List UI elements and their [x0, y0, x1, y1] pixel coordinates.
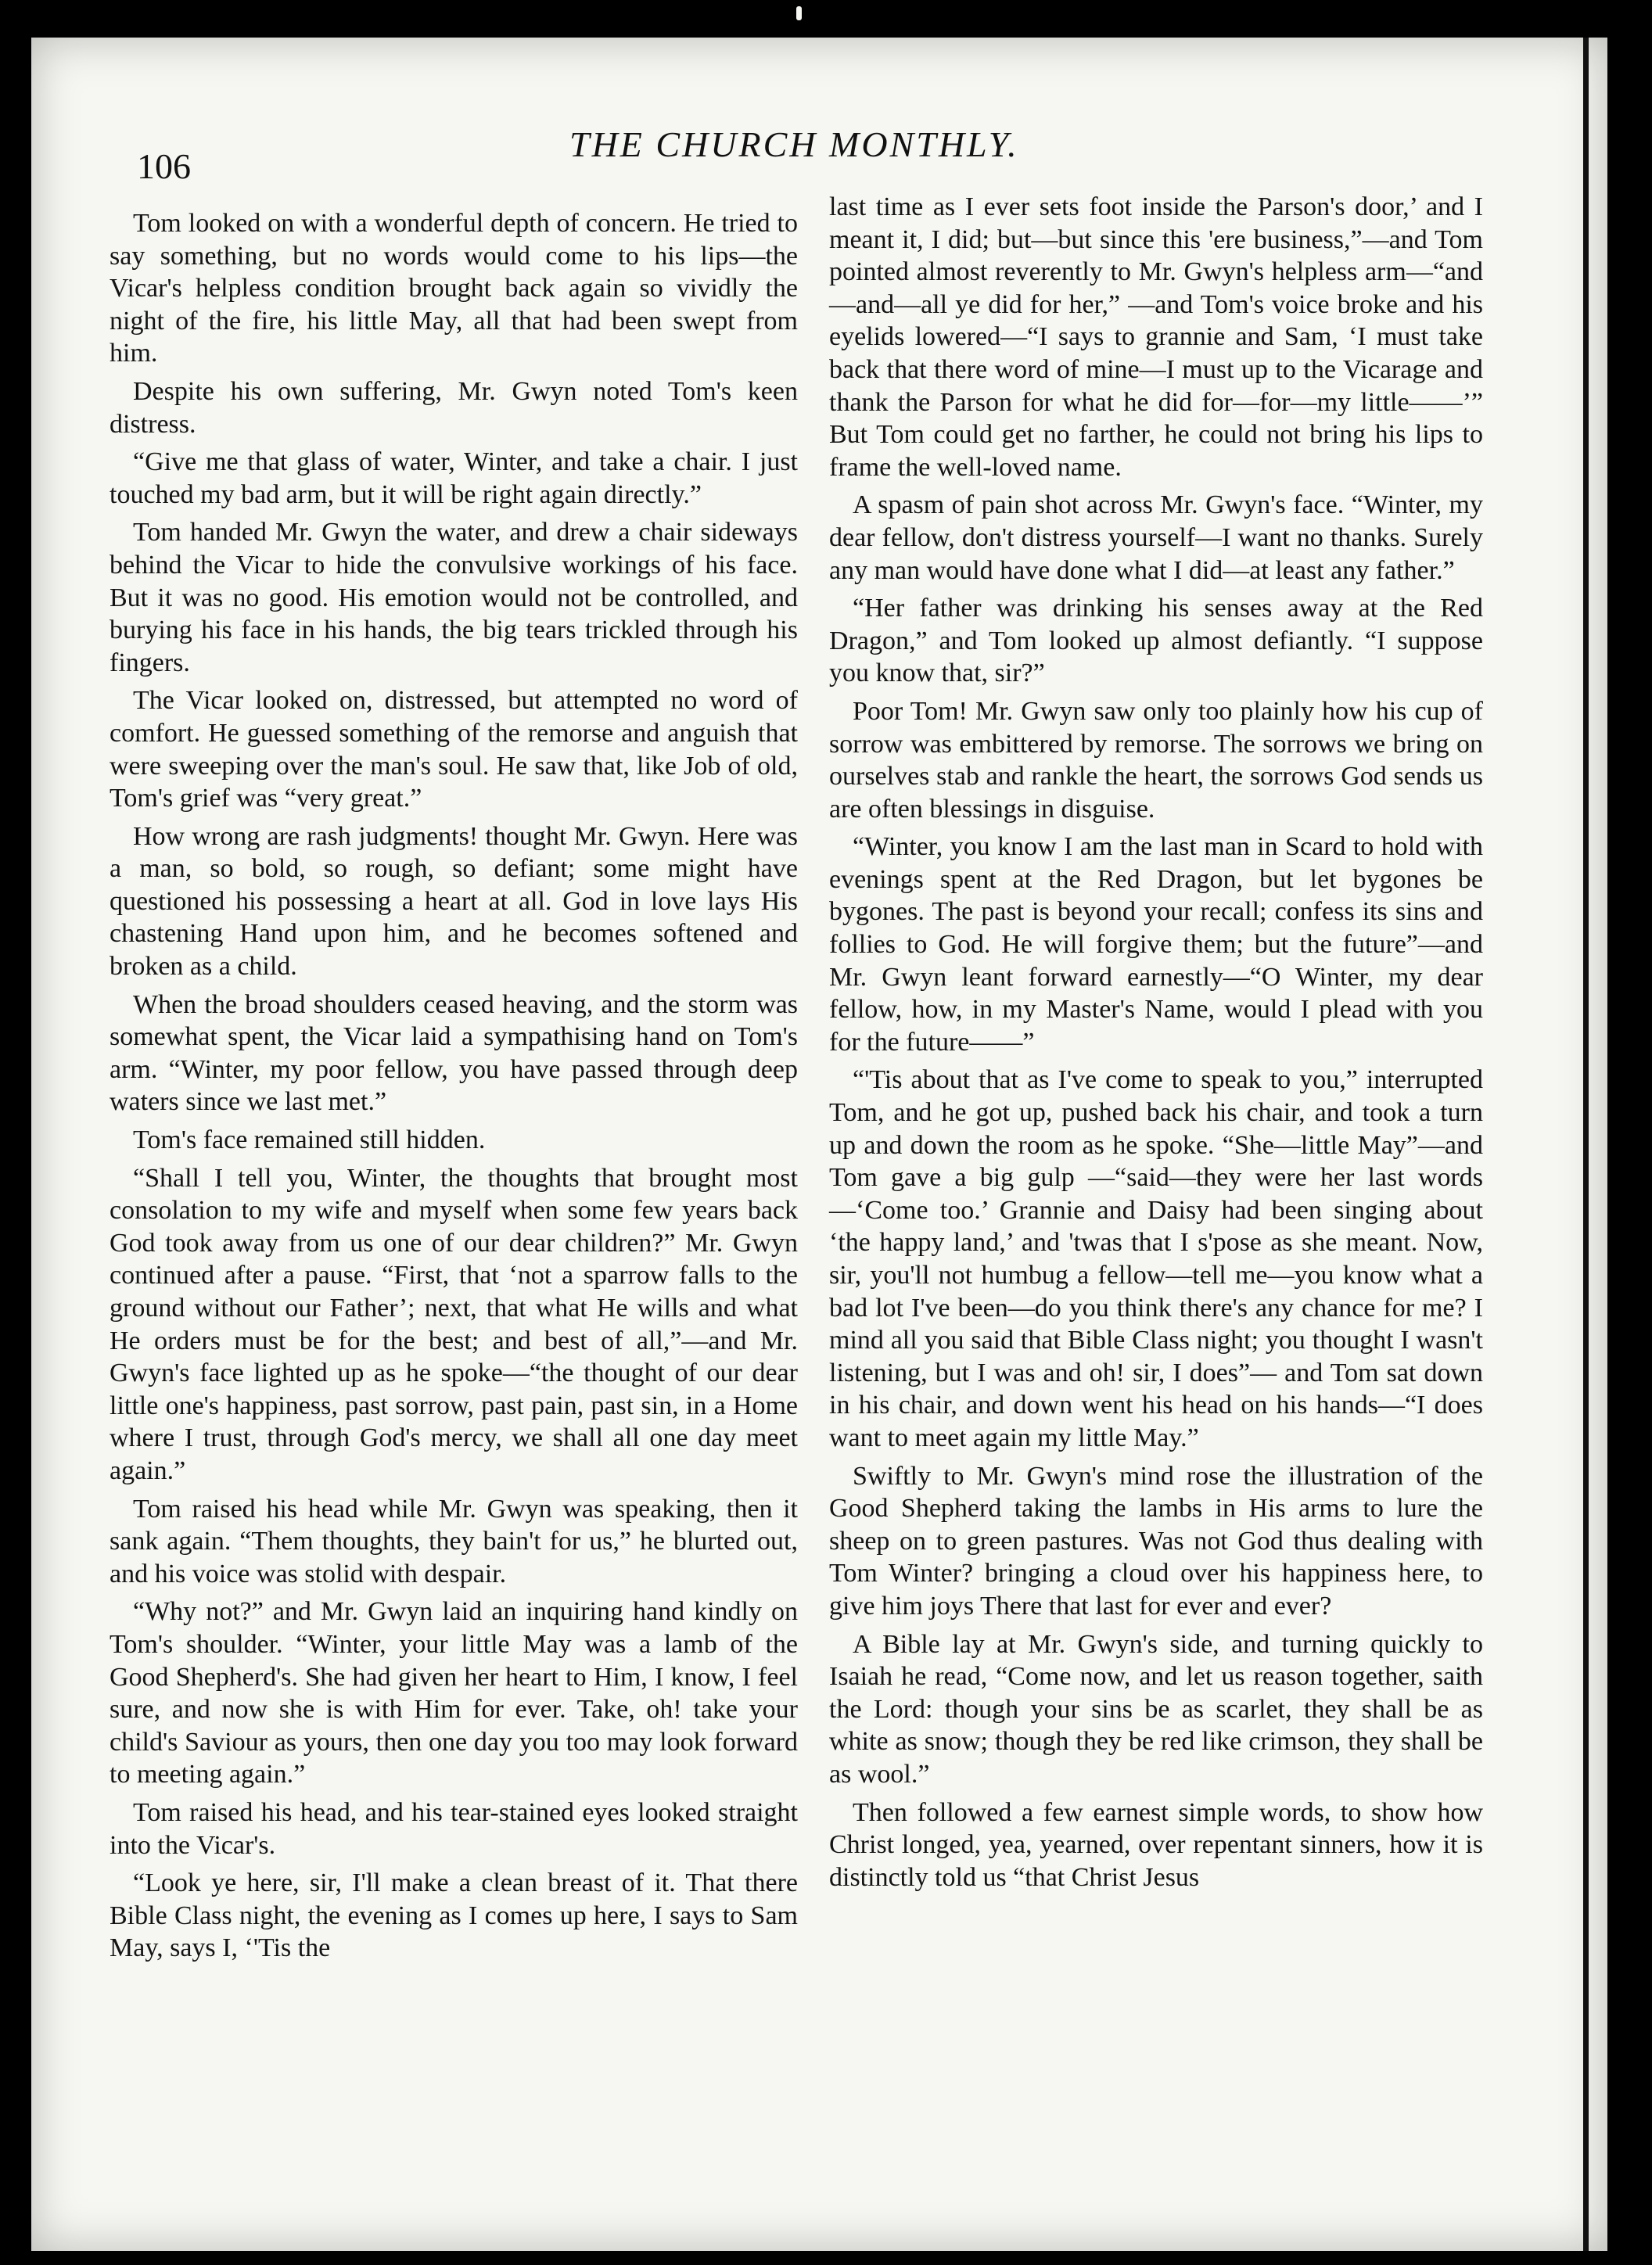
paragraph: A Bible lay at Mr. Gwyn's side, and turning quickly to Isaiah he read, “Come now, and let us reason together, saith the Lord: though your sins be as scarlet, they shall be as white as snow; though they be red like crimson, they shall be as wool.” — [829, 1629, 1483, 1789]
paragraph: “Look ye here, sir, I'll make a clean breast of it. That there Bible Class night, the evening as I comes up here, I says to Sam May, says I, ‘'Tis the — [110, 1868, 798, 1963]
paragraph: When the broad shoulders ceased heaving, and the storm was somewhat spent, the Vicar laid a sympathising hand on Tom's arm. “Winter, my poor fellow, you have passed through deep waters since we last met.” — [110, 989, 798, 1117]
paragraph: Tom looked on with a wonderful depth of concern. He tried to say something, but no words would come to his lips—the Vicar's helpless condition brought back again so vividly the night of the fire, his little May, all that had been swept from him. — [110, 209, 798, 368]
paragraph: “Give me that glass of water, Winter, and take a chair. I just touched my bad arm, but it will be right again directly.” — [110, 447, 798, 509]
scan-speck — [796, 6, 802, 20]
paragraph: Tom raised his head while Mr. Gwyn was speaking, then it sank again. “Them thoughts, they bain't for us,” he blurted out, and his voice was stolid with despair. — [110, 1494, 798, 1588]
running-header: THE CHURCH MONTHLY. — [569, 124, 1019, 164]
paragraph: Swiftly to Mr. Gwyn's mind rose the illustration of the Good Shepherd taking the lambs in His arms to lure the sheep on to green pastures. Was not God thus dealing with Tom Winter? bringing a cloud over his happiness here, to give him joys There that last for ever and ever? — [829, 1461, 1483, 1621]
paragraph: “Why not?” and Mr. Gwyn laid an inquiring hand kindly on Tom's shoulder. “Winter, your little May was a lamb of the Good Shepherd's. She had given her heart to Him, I know, I feel sure, and now she is with Him for ever. Take, oh! take your child's Saviour as yours, then one day you too may look forward to meeting again.” — [110, 1597, 798, 1789]
paragraph: Despite his own suffering, Mr. Gwyn noted Tom's keen distress. — [110, 376, 798, 439]
paragraph: A spasm of pain shot across Mr. Gwyn's face. “Winter, my dear fellow, don't distress yourself—I want no thanks. Surely any man would have done what I did—at least any father.” — [829, 490, 1483, 585]
paragraph: Tom handed Mr. Gwyn the water, and drew a chair sideways behind the Vicar to hide the convulsive workings of his face. But it was no good. His emotion would not be controlled, and burying his face in his hands, the big tears trickled through his fingers. — [110, 518, 798, 677]
paragraph: How wrong are rash judgments! thought Mr. Gwyn. Here was a man, so bold, so rough, so defiant; some might have questioned his possessing a heart at all. God in love lays His chastening Hand upon him, and he becomes softened and broken as a child. — [110, 821, 798, 982]
paragraph: The Vicar looked on, distressed, but attempted no word of comfort. He guessed something of the remorse and anguish that were sweeping over the man's soul. He saw that, like Job of old, Tom's grief was “very great.” — [110, 686, 798, 813]
paragraph: Then followed a few earnest simple words, to show how Christ longed, yea, yearned, over repentant sinners, how it is distinctly told us “that Christ Jesus — [829, 1797, 1483, 1892]
paragraph: Tom's face remained still hidden. — [133, 1125, 486, 1155]
paragraph: Poor Tom! Mr. Gwyn saw only too plainly how his cup of sorrow was embittered by remorse. The sorrows we bring on ourselves stab and rankle the heart, the sorrows God sends us are often blessings in disguise. — [829, 696, 1483, 824]
paragraph: “Shall I tell you, Winter, the thoughts that brought most consolation to my wife and myself when some few years back God took away from us one of our dear children?” Mr. Gwyn continued after a pause. “First, that ‘not a sparrow falls to the ground without our Father’; next, that what He wills and what He orders must be for the best; and best of all,”—and Mr. Gwyn's face lighted up as he spoke—“the thought of our dear little one's happiness, past sorrow, past pain, past sin, in a Home where I trust, through God's mercy, we shall all one day meet again.” — [110, 1163, 798, 1485]
right-column — [829, 191, 1483, 1899]
page-edge-shadow — [1583, 38, 1589, 2251]
paragraph: “Winter, you know I am the last man in Scard to hold with evenings spent at the Red Dragon, but let bygones be bygones. The past is beyond your recall; confess its sins and follies to God. He will forgive them; but the future”—and Mr. Gwyn leant forward earnestly—“O Winter, my dear fellow, how, in my Master's Name, would I plead with you for the future——” — [829, 832, 1483, 1057]
paragraph-continued: last time as I ever sets foot inside the Parson's door,’ and I meant it, I did; but—but since this 'ere business,”—and Tom pointed almost reverently to Mr. Gwyn's helpless arm—“and—and—all ye did for her,” —and Tom's voice broke and his eyelids lowered—“I says to grannie and Sam, ‘I must take back that there word of mine—I must up to the Vicarage and thank the Parson for what he did for—for—my little——’” But Tom could get no farther, he could not bring his lips to frame the well-loved name. — [829, 192, 1483, 482]
page-number: 106 — [137, 146, 191, 186]
paragraph: “'Tis about that as I've come to speak to you,” interrupted Tom, and he got up, pushed back his chair, and took a turn up and down the room as he spoke. “She—little May”—and Tom gave a big gulp —“said—they were her last words—‘Come too.’ Grannie and Daisy had been singing about ‘the happy land,’ and 'twas that I s'pose as she meant. Now, sir, you'll not humbug a fellow—tell me—you know what a bad lot I've been—do you think there's any chance for me? I mind all you said that Bible Class night; you thought I wasn't listening, but I was and oh! sir, I does”— and Tom sat down in his chair, and down went his head on his hands—“I does want to meet again my little May.” — [829, 1065, 1483, 1452]
left-column — [110, 207, 798, 1970]
paragraph: Tom raised his head, and his tear-stained eyes looked straight into the Vicar's. — [110, 1797, 798, 1860]
paragraph: “Her father was drinking his senses away at the Red Dragon,” and Tom looked up almost defiantly. “I suppose you know that, sir?” — [829, 594, 1483, 688]
